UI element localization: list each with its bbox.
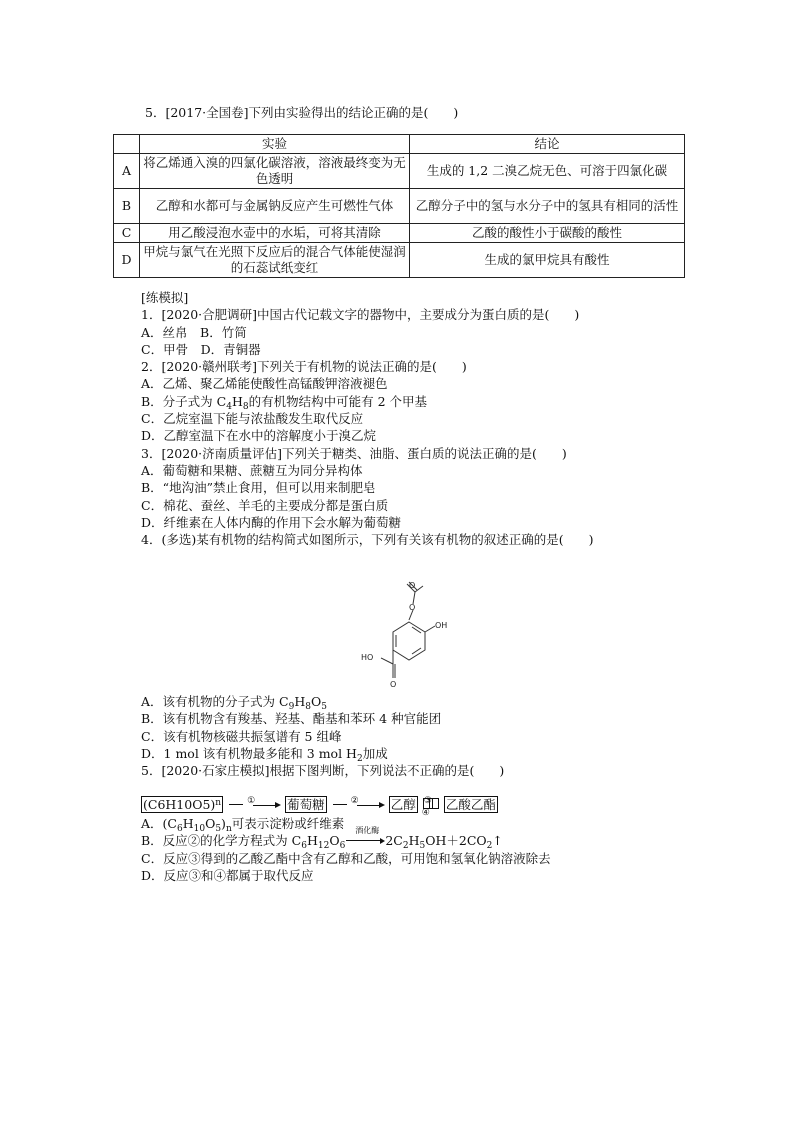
molecule-structure [355,580,465,690]
table-row [114,154,685,189]
gas-arrow: ↑ [492,833,503,849]
text: A．该有机物的分子式为 C [141,694,289,709]
text: ) [221,816,226,831]
reaction-arrow [345,826,385,849]
table-row [114,189,685,224]
subscript: 6 [176,824,183,834]
q3-option-a: A．葡萄糖和果糖、蔗糖互为同分异构体 [141,462,363,478]
text: OH＋2CO [425,833,487,849]
flow-step-1: ① [247,796,256,806]
q2-option-c: C．乙烷室温下能与浓盐酸发生取代反应 [141,411,364,427]
q3-option-c: C．棉花、蚕丝、羊毛的主要成分都是蛋白质 [141,497,389,513]
table-header-conclusion: 结论 [410,135,685,154]
mol-atom-ho: HO [361,653,374,662]
subscript: 8 [242,401,249,412]
subscript: 6 [339,841,346,852]
table-header-blank [114,135,140,154]
subscript: 10 [193,824,206,834]
text: H [306,833,318,849]
subscript: 12 [317,841,330,852]
flow-starch: (C6H10O5) [143,797,216,812]
row-conclusion: 乙酸的酸性小于碳酸的酸性 [410,224,685,243]
text: D．1 mol 该有机物最多能和 3 mol H [141,745,357,761]
mol-atom-o2: O [409,603,416,612]
flow-line [229,804,243,805]
row-conclusion: 生成的氯甲烷具有酸性 [410,243,685,278]
flow-starch-n: n [215,798,222,808]
q4-stem: 4．(多选)某有机物的结构简式如图所示，下列有关该有机物的叙述正确的是( ) [141,532,594,548]
subscript: 8 [305,702,311,712]
text: H [294,694,306,709]
subscript: n [225,824,232,834]
q1-stem: 1．[2020·合肥调研]中国古代记载文字的器物中，主要成分为蛋白质的是( ) [141,307,580,323]
text: H [231,393,243,409]
row-conclusion: 乙醇分子中的氢与水分子中的氢具有相同的活性 [410,189,685,224]
row-label: D [114,243,140,278]
flow-step-4: ④ [421,808,430,818]
arrow-shaft [346,840,380,841]
row-label: A [114,154,140,189]
q5-options [141,815,701,884]
flow-line [333,804,347,805]
text: B．反应②的化学方程式为 C [141,833,302,849]
subscript: 5 [215,824,222,834]
text: 2C [385,833,403,849]
subscript: 2 [356,753,363,764]
flow-step-2: ② [350,796,359,806]
row-label: B [114,189,140,224]
row-label: C [114,224,140,243]
subscript: 5 [419,841,426,852]
text: B．分子式为 C [141,393,227,409]
q2-option-b [141,393,701,410]
text: A．(C [141,816,177,831]
q4-options [141,693,701,779]
q2-stem: 2．[2020·赣州联考]下列关于有机物的说法正确的是( ) [141,359,467,375]
row-experiment: 甲烷与氯气在光照下反应后的混合气体能使湿润的石蕊试纸变红 [140,243,410,278]
table-header-experiment: 实验 [140,135,410,154]
text: O [310,694,322,709]
text: 的有机物结构中可能有 2 个甲基 [248,393,428,409]
table-header-row [114,135,685,154]
q2-option-a: A．乙烯、聚乙烯能使酸性高锰酸钾溶液褪色 [141,376,388,392]
q3-option-b: B．“地沟油”禁止食用，但可以用来制肥皂 [141,480,376,496]
text: H [408,833,420,849]
subscript: 2 [486,841,493,852]
row-experiment: 将乙烯通入溴的四氯化碳溶液，溶液最终变为无色透明 [140,154,410,189]
flow-arrow [357,801,385,811]
q5-option-d: D．反应③和④都属于取代反应 [141,867,314,883]
flow-ester-box: 乙酸乙酯 [445,797,496,812]
q5-stem: 5．[2020·石家庄模拟]根据下图判断，下列说法不正确的是( ) [141,763,505,779]
q3-stem: 3．[2020·济南质量评估]下列关于糖类、油脂、蛋白质的说法正确的是( ) [141,445,567,461]
mol-atom-oh: OH [435,621,448,630]
section-title: [练模拟] [141,290,189,305]
practice-section [141,289,701,548]
flow-starch-box [141,796,223,813]
reaction-flow-diagram [141,795,498,818]
flow-ethanol-box: 乙醇 [390,797,416,812]
flow-arrow [253,801,281,811]
text: 可表示淀粉或纤维素 [231,816,345,831]
flow-step-3: ③ [423,796,432,806]
experiment-table [113,134,685,278]
text: 加成 [362,745,388,761]
text: O [205,816,216,831]
flow-glucose-box: 葡萄糖 [287,797,325,812]
q3-option-d: D．纤维素在人体内酶的作用下会水解为葡萄糖 [141,514,402,530]
text: H [182,816,194,831]
row-experiment: 用乙酸浸泡水壶中的水垢，可将其清除 [140,224,410,243]
subscript: 2 [402,841,409,852]
table-row [114,224,685,243]
reaction-condition: 酒化酶 [355,826,380,836]
q4-option-c: C．该有机物核磁共振氢谱有 5 组峰 [141,728,342,744]
question-stem-2017: 5．[2017·全国卷]下列由实验得出的结论正确的是( ) [145,105,459,120]
q4-option-b: B．该有机物含有羧基、羟基、酯基和苯环 4 种官能团 [141,711,442,727]
table-row [114,243,685,278]
mol-atom-o3: O [390,680,397,689]
subscript: 6 [301,841,307,852]
subscript: 9 [288,702,295,712]
text: O [329,833,340,849]
subscript: 4 [226,401,232,412]
row-conclusion: 生成的 1,2 二溴乙烷无色、可溶于四氯化碳 [410,154,685,189]
q5-option-a [141,815,701,832]
subscript: 5 [321,702,327,712]
q2-option-d: D．乙醇室温下在水中的溶解度小于溴乙烷 [141,428,377,444]
q1-options-ab: A．丝帛 B．竹简 [141,324,247,340]
mol-atom-o1: O [409,581,416,590]
q4-option-d [141,745,701,762]
q4-option-a [141,693,701,710]
row-experiment: 乙醇和水都可与金属钠反应产生可燃性气体 [140,189,410,224]
q5-option-c: C．反应③得到的乙酸乙酯中含有乙醇和乙酸，可用饱和氢氧化钠溶液除去 [141,850,551,866]
q1-options-cd: C．甲骨 D．青铜器 [141,341,261,357]
